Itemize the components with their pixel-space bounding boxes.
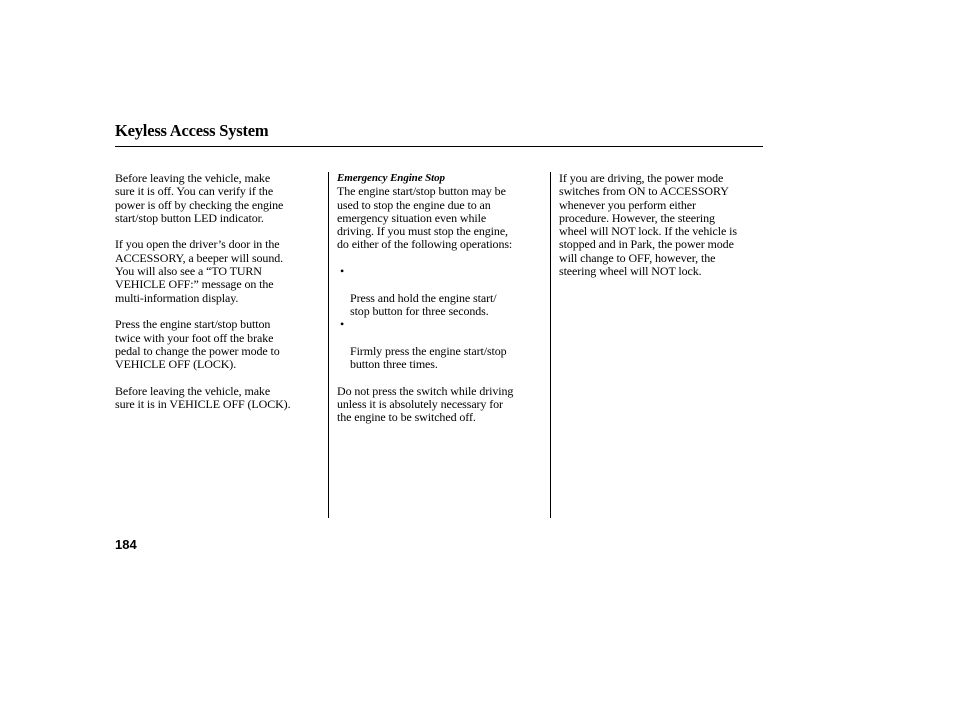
column-right [559,172,765,292]
column-divider-2 [550,172,551,518]
paragraph-driving-power-mode: If you are driving, the power mode switches from ON to ACCESSORY whenever you perform either procedure. However, the steering wheel will NOT lock. If the vehicle is stopped and in Park, the power mode will change to OFF, however, the steering wheel will NOT lock. [559,171,737,279]
paragraph-emergency-intro: The engine start/stop button may be used to stop the engine due to an emergency situation even while driving. If you must stop the engine, do either of the following operations: [337,184,513,252]
paragraph-door-beeper: If you open the driver’s door in the ACCESSORY, a beeper will sound. You will also see a “TO TURN VEHICLE OFF:” message on the multi-information display. [115,237,284,305]
bullet-icon: • [340,317,345,332]
page-number: 184 [115,537,137,552]
column-left [115,172,325,425]
paragraph-check-power-off: Before leaving the vehicle, make sure it is off. You can verify if the power is off by checking the engine start/stop button LED indicator. [115,171,284,225]
paragraph-do-not-press: Do not press the switch while driving unless it is absolutely necessary for the engine to be switched off. [337,383,514,425]
operations-list [337,265,547,371]
page-title: Keyless Access System [115,121,269,140]
column-middle [337,172,547,438]
section-heading-emergency-stop: Emergency Engine Stop [337,172,445,184]
list-item [337,265,547,318]
column-divider-1 [328,172,329,518]
list-item-text: Firmly press the engine start/stop button three times. [350,343,507,372]
list-item-text: Press and hold the engine start/ stop button for three seconds. [350,290,497,318]
paragraph-press-twice: Press the engine start/stop button twice with your foot off the brake pedal to change the power mode to VEHICLE OFF (LOCK). [115,317,280,372]
title-divider [115,146,763,147]
bullet-icon: • [340,264,345,279]
paragraph-vehicle-off-lock: Before leaving the vehicle, make sure it is in VEHICLE OFF (LOCK). [115,383,291,412]
list-item [337,318,547,371]
